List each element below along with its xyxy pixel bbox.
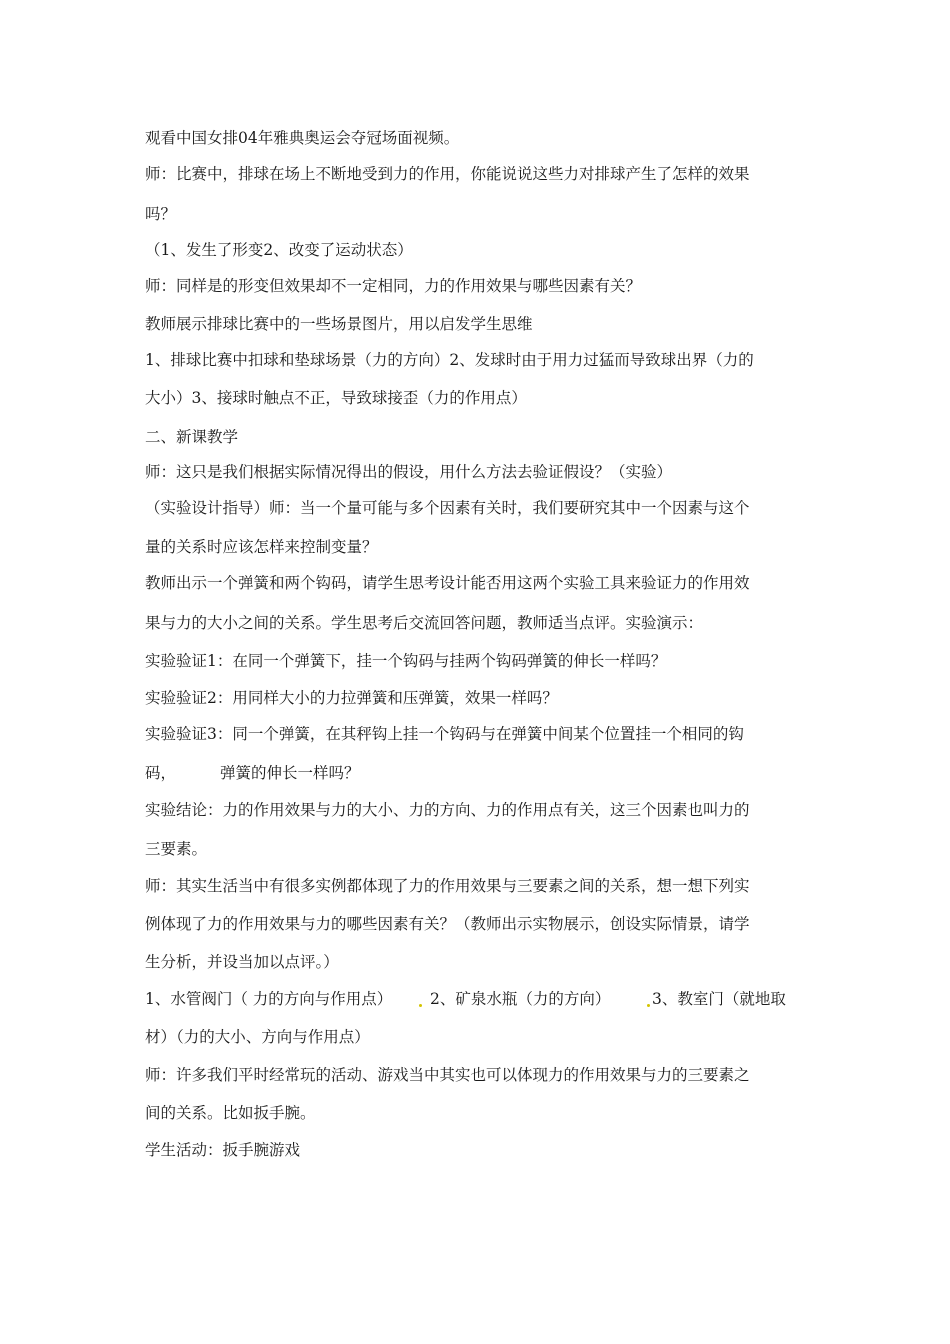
mark-dot (419, 1004, 422, 1007)
paragraph-line: 实验结论：力的作用效果与力的大小、力的方向、力的作用点有关，这三个因素也叫力的 (145, 801, 750, 819)
paragraph-line: 材）（力的大小、方向与作用点） (145, 1028, 370, 1046)
paragraph-line: 教师展示排球比赛中的一些场景图片，用以启发学生思维 (145, 315, 533, 333)
paragraph-line: 2、矿泉水瓶（力的方向） (430, 990, 611, 1008)
paragraph-line: （实验设计指导）师：当一个量可能与多个因素有关时，我们要研究其中一个因素与这个 (145, 499, 750, 517)
paragraph-line: 1、水管阀门（ 力的方向与作用点） (145, 990, 393, 1008)
paragraph-line: 吗？ (145, 205, 177, 223)
paragraph-line: 大小）3、接球时触点不正，导致球接歪（力的作用点） (145, 389, 527, 407)
paragraph-line: 3、教室门（就地取 (652, 990, 786, 1008)
paragraph-line: 生分析，并设当加以点评。） (145, 953, 339, 971)
paragraph-line: 实验验证3：同一个弹簧，在其秤钩上挂一个钩码与在弹簧中间某个位置挂一个相同的钩 (145, 725, 744, 743)
paragraph-line: 观看中国女排04年雅典奥运会夺冠场面视频。 (145, 129, 460, 147)
paragraph-line: 1、排球比赛中扣球和垫球场景（力的方向）2、发球时由于用力过猛而导致球出界（力的 (145, 351, 754, 369)
mark-dot (647, 1004, 650, 1007)
paragraph-line: 师：同样是的形变但效果却不一定相同，力的作用效果与哪些因素有关？ (145, 277, 642, 295)
paragraph-line: 间的关系。比如扳手腕。 (145, 1104, 316, 1122)
paragraph-line: 量的关系时应该怎样来控制变量？ (145, 538, 378, 556)
paragraph-line: 弹簧的伸长一样吗？ (220, 764, 360, 782)
paragraph-line: 师：这只是我们根据实际情况得出的假设，用什么方法去验证假设？（实验） (145, 463, 673, 481)
section-heading: 二、新课教学 (145, 428, 239, 446)
paragraph-line: 学生活动：扳手腕游戏 (145, 1141, 301, 1159)
paragraph-line: 果与力的大小之间的关系。学生思考后交流回答问题，教师适当点评。实验演示： (145, 614, 704, 632)
paragraph-line: 码， (145, 764, 177, 782)
paragraph-line: 师：比赛中，排球在场上不断地受到力的作用，你能说说这些力对排球产生了怎样的效果 (145, 165, 750, 183)
paragraph-line: 师：其实生活当中有很多实例都体现了力的作用效果与三要素之间的关系，想一想下列实 (145, 877, 750, 895)
paragraph-line: 师：许多我们平时经常玩的活动、游戏当中其实也可以体现力的作用效果与力的三要素之 (145, 1066, 750, 1084)
paragraph-line: 三要素。 (145, 840, 208, 858)
paragraph-line: 实验验证2：用同样大小的力拉弹簧和压弹簧，效果一样吗？ (145, 689, 558, 707)
paragraph-line: 教师出示一个弹簧和两个钩码，请学生思考设计能否用这两个实验工具来验证力的作用效 (145, 574, 750, 592)
paragraph-line: （1、发生了形变2、改变了运动状态） (145, 241, 413, 259)
paragraph-line: 实验验证1：在同一个弹簧下，挂一个钩码与挂两个钩码弹簧的伸长一样吗？ (145, 652, 667, 670)
paragraph-line: 例体现了力的作用效果与力的哪些因素有关？（教师出示实物展示，创设实际情景，请学 (145, 915, 750, 933)
